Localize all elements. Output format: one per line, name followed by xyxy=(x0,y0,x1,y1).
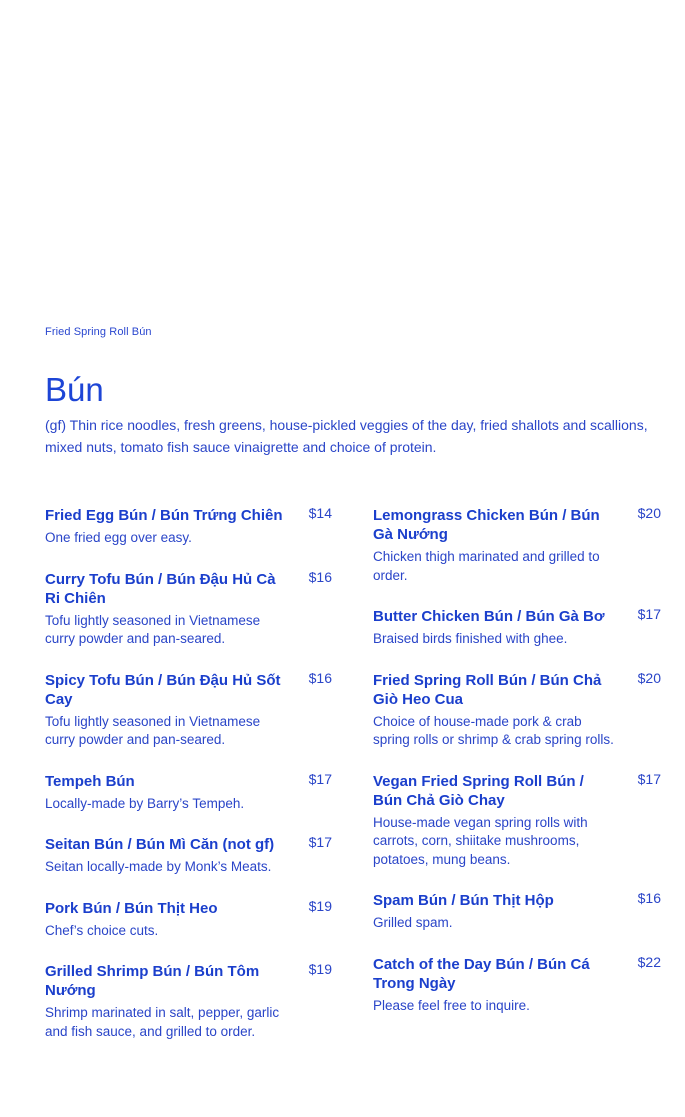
menu-item-description: House-made vegan spring rolls with carrots, corn, shiitake mushrooms, potatoes, mung beans. xyxy=(373,814,588,867)
menu-item-name: Fried Spring Roll Bún / Bún Chả Giò Heo Cua xyxy=(373,671,602,708)
menu-item-name: Pork Bún / Bún Thịt Heo xyxy=(45,899,218,917)
menu-item-description: Shrimp marinated in salt, pepper, garlic and fish sauce, and grilled to order. xyxy=(45,1005,280,1039)
menu-item-price: $17 xyxy=(308,770,332,787)
menu-item-description: Locally-made by Barry’s Tempeh. xyxy=(45,795,245,811)
section-title: Bún xyxy=(45,371,104,408)
menu-item-name: Fried Egg Bún / Bún Trứng Chiên xyxy=(45,507,283,524)
menu-item xyxy=(373,772,661,870)
menu-item-description: Chicken thigh marinated and grilled to order. xyxy=(373,549,600,583)
menu-item-description: Grilled spam. xyxy=(373,915,453,930)
menu-item xyxy=(45,835,332,877)
menu-item-description: Choice of house-made pork & crab spring rolls or shrimp & crab spring rolls. xyxy=(373,713,614,747)
menu-item xyxy=(45,671,332,750)
menu-item-name: Tempeh Bún xyxy=(45,772,135,790)
menu-item xyxy=(373,955,661,1016)
menu-item-description: Tofu lightly seasoned in Vietnamese curry powder and pan-seared. xyxy=(45,713,261,747)
menu-item-name: Spam Bún / Bún Thịt Hộp xyxy=(373,892,554,909)
menu-item-name: Butter Chicken Bún / Bún Gà Bơ xyxy=(373,608,605,625)
menu-item xyxy=(45,772,332,814)
menu-item xyxy=(45,570,332,649)
menu-item-name: Curry Tofu Bún / Bún Đậu Hủ Cà Ri Chiên xyxy=(45,570,276,607)
menu-item-description: Seitan locally-made by Monk’s Meats. xyxy=(45,859,272,874)
menu-item xyxy=(373,891,661,933)
menu-item-name: Lemongrass Chicken Bún / Bún Gà Nướng xyxy=(373,507,600,543)
menu-item-price: $19 xyxy=(308,961,332,977)
menu-item-name: Seitan Bún / Bún Mì Căn (not gf) xyxy=(45,836,275,853)
menu-item-price: $22 xyxy=(637,953,661,970)
menu-item xyxy=(373,607,661,649)
menu-item-description: Braised birds finished with ghee. xyxy=(373,631,568,646)
menu-item-price: $14 xyxy=(308,505,332,521)
menu-item-price: $17 xyxy=(637,770,661,787)
section-description: (gf) Thin rice noodles, fresh greens, house-pickled veggies of the day, fried shallots and scallions, mixed nuts, tomato fish sauce vinaigrette and choice of protein. xyxy=(45,417,648,455)
menu-item xyxy=(45,506,332,548)
menu-item-name: Catch of the Day Bún / Bún Cá Trong Ngày xyxy=(373,955,590,992)
menu-item-name: Vegan Fried Spring Roll Bún / Bún Chả Giò Chay xyxy=(373,772,584,809)
menu-item-price: $16 xyxy=(308,669,332,686)
menu-item-price: $19 xyxy=(308,897,332,914)
menu-item-price: $16 xyxy=(308,568,332,585)
menu-item-price: $20 xyxy=(637,505,661,521)
menu-item-name: Grilled Shrimp Bún / Bún Tôm Nướng xyxy=(45,963,260,999)
menu-item xyxy=(45,899,332,941)
menu-item-price: $20 xyxy=(637,669,661,686)
menu-item-price: $17 xyxy=(308,834,332,850)
menu-item xyxy=(45,962,332,1041)
menu-item-description: Chef’s choice cuts. xyxy=(45,922,159,938)
menu-item xyxy=(373,671,661,750)
menu-item-price: $17 xyxy=(637,606,661,622)
menu-item xyxy=(373,506,661,585)
menu-item-description: Please feel free to inquire. xyxy=(373,997,530,1013)
menu-item-price: $16 xyxy=(637,890,661,906)
menu-column-right xyxy=(373,506,661,1037)
menu-item-description: One fried egg over easy. xyxy=(45,530,192,545)
menu-column-left xyxy=(45,506,332,1063)
menu-item-name: Spicy Tofu Bún / Bún Đậu Hủ Sốt Cay xyxy=(45,671,281,708)
menu-item-description: Tofu lightly seasoned in Vietnamese curry powder and pan-seared. xyxy=(45,612,261,646)
image-caption: Fried Spring Roll Bún xyxy=(45,326,152,338)
